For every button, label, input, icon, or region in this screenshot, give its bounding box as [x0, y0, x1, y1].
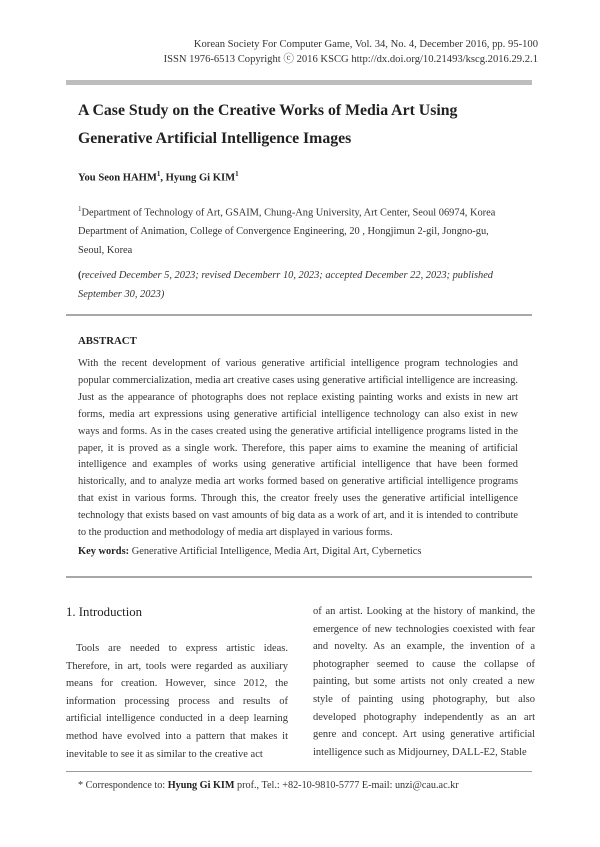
footnote-star: *: [78, 780, 84, 791]
header-rule: [66, 80, 532, 85]
title-line-2: Generative Artificial Intelligence Images: [78, 130, 352, 147]
footnote-contact: prof., Tel.: +82-10-9810-5777 E-mail: unzi@cau.ac.kr: [237, 780, 459, 791]
intro-left-column: Tools are needed to express artistic ideas. Therefore, in art, tools were regarded as auxiliary means for creation. However, since 2012, the information processing process and results of artificial intelligence conducted in a deep learning method have evolved into a pattern that makes it inevitable to see it as similar to the creative act: [66, 643, 288, 760]
author-1-sup: 1: [156, 170, 161, 178]
affiliation-line-2: Department of Animation, College of Convergence Engineering, 20 , Hongjimun 2-gil, Jongno-gu,: [78, 226, 489, 238]
keywords-label: Key words:: [78, 546, 130, 557]
abstract-bottom-rule: [66, 576, 532, 578]
footnote-label: Correspondence to:: [85, 780, 166, 791]
journal-header: [164, 37, 538, 67]
abstract-top-rule: [66, 314, 532, 316]
affiliation-line-1: $^1$Department of Technology of Art, GSAIM, Chung-Ang University, Art Center, Seoul 06974, Korea: [78, 205, 496, 219]
abstract-heading: ABSTRACT: [78, 335, 137, 347]
footnote-name: Hyung Gi KIM: [167, 780, 235, 791]
affiliation-sup: 1: [78, 205, 82, 213]
received-dates: [78, 267, 528, 304]
received-close-paren: ): [160, 288, 165, 300]
intro-right-column: of an artist. Looking at the history of mankind, the emergence of new technologies coexisted with fear and novelty. As an example, the invention of a photographer seemed to cause the collapse of painting, but some artists not only created a new style of painting using photography, but also developed photography independently as an art genre and concept. Art using generative artificial intelligence such as Midjourney, DALL-E2, Stable: [313, 606, 535, 758]
affiliation: [78, 200, 528, 260]
section-heading-introduction: 1. Introduction: [66, 605, 143, 619]
authors: [78, 170, 239, 184]
affiliation-line-3: Seoul, Korea: [78, 245, 133, 257]
footnote-rule: [66, 771, 532, 772]
keywords: [78, 546, 421, 557]
title-line-1: A Case Study on the Creative Works of Media Art Using: [78, 102, 458, 119]
journal-citation: Korean Society For Computer Game, Vol. 34, No. 4, December 2016, pp. 95-100: [193, 39, 538, 50]
author-1: You Seon HAHM: [78, 172, 157, 184]
journal-issn: ISSN 1976-6513 Copyright ⓒ 2016 KSCG http://dx.doi.org/10.21493/kscg.2016.29.2.1: [163, 54, 538, 65]
author-sep: ,: [160, 172, 166, 184]
author-2-sup: 1: [235, 170, 239, 178]
paper-title: [78, 98, 528, 151]
footnote: [78, 780, 459, 791]
received-text: received December 5, 2023; revised Decemberr 10, 2023; accepted December 22, 2023; published September 30, 2023: [78, 270, 494, 300]
abstract-body: With the recent development of various generative artificial intelligence program technologies and popular commercialization, media art creative cases using generative artificial intelligence are increasing. Just as the appearance of photographs does not replace existing painting works and exists in new art forms, media art expressions using generative artificial intelligence technology can also exist in new ways and forms. As in the cases created using the generative artificial intelligence programs listed in the paper, it is proved as a single work. Therefore, this paper aims to examine the meaning of artificial intelligence and examples of works using generative artificial intelligence that have been formed historically, and to analyze media art works formed based on generative artificial intelligence programs that exist in various forms. Through this, the creator freely uses the generative artificial intelligence technology that exists based on vast amounts of big data as a work of art, and it is intended to contribute to the production and methodology of media art displayed in various forms.: [78, 358, 518, 539]
received-open-paren: (: [78, 270, 82, 281]
keywords-text: Generative Artificial Intelligence, Media Art, Digital Art, Cybernetics: [131, 546, 422, 557]
author-2: Hyung Gi KIM: [165, 172, 236, 184]
